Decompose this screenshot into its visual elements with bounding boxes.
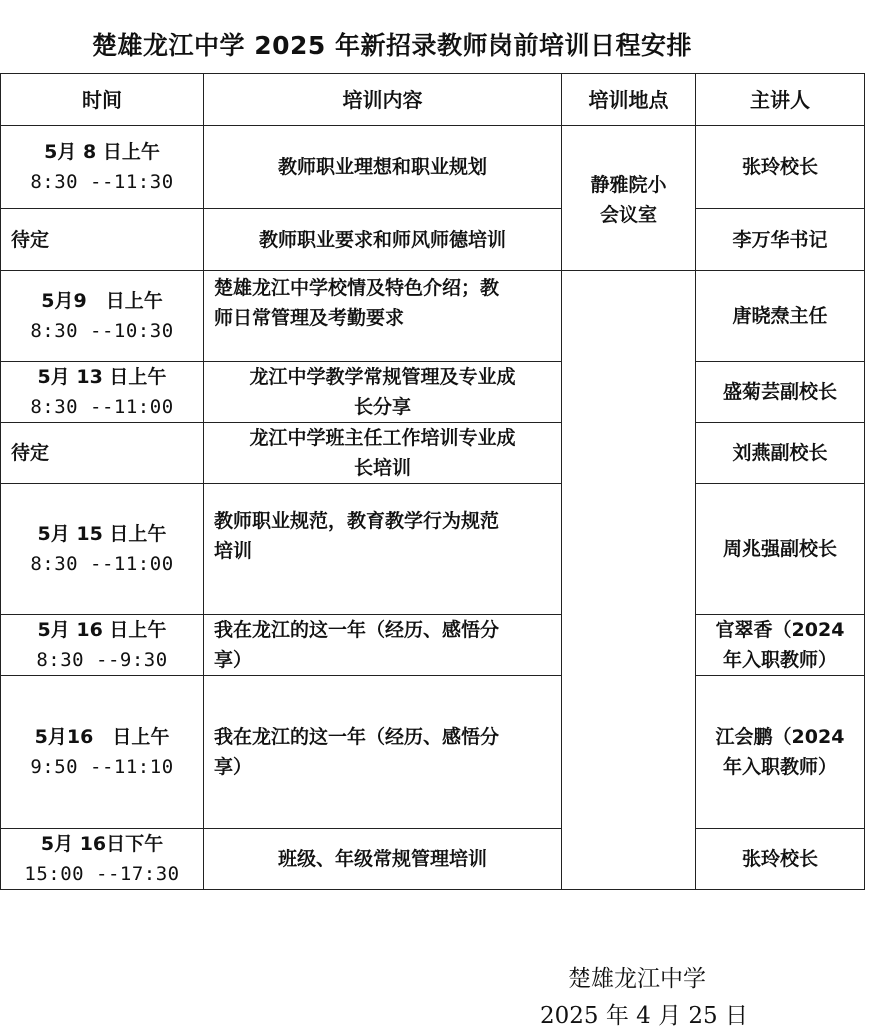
table-row	[1, 423, 865, 484]
table-row	[1, 126, 865, 209]
location-cell-empty	[562, 271, 696, 890]
speaker-cell	[696, 362, 865, 423]
header-time: 时间	[1, 74, 204, 126]
speaker-cell	[696, 209, 865, 271]
time-cell	[1, 423, 204, 484]
speaker-name: 李万华书记	[732, 228, 828, 251]
speaker-cell	[696, 829, 865, 890]
time-range: 8:30 --11:00	[30, 396, 174, 418]
content-text: 龙江中学班主任工作培训专业成	[249, 427, 516, 449]
time-range: 8:30 --11:00	[30, 553, 174, 575]
speaker-cell	[696, 126, 865, 209]
time-date: 待定	[11, 228, 50, 251]
content-cell	[204, 126, 562, 209]
time-cell	[1, 362, 204, 423]
content-cell	[204, 362, 562, 423]
speaker-cell	[696, 615, 865, 676]
content-cell	[204, 615, 562, 676]
table-row	[1, 615, 865, 676]
table-row	[1, 484, 865, 615]
document-title: 楚雄龙江中学 2025 年新招录教师岗前培训日程安排	[92, 31, 692, 60]
speaker-name: 张玲校长	[741, 848, 818, 870]
speaker-name: 盛菊芸副校长	[722, 381, 837, 403]
content-text: 楚雄龙江中学校情及特色介绍；教	[214, 277, 500, 299]
speaker-name: 刘燕副校长	[732, 442, 828, 464]
speaker-note: 年入职教师）	[722, 649, 837, 671]
header-row	[1, 74, 865, 126]
time-date: 5月 13 日上午	[37, 366, 167, 388]
content-text: 我在龙江的这一年（经历、感悟分	[214, 726, 500, 748]
header-location: 培训地点	[562, 74, 696, 126]
content-text: 龙江中学教学常规管理及专业成	[249, 366, 516, 388]
content-cell	[204, 209, 562, 271]
speaker-name: 张玲校长	[741, 156, 818, 178]
time-range: 8:30 --9:30	[36, 649, 168, 671]
content-cell	[204, 676, 562, 829]
time-date: 5月16 日上午	[34, 726, 170, 748]
content-text: 教师职业理想和职业规划	[277, 156, 487, 178]
time-cell	[1, 209, 204, 271]
content-text: 我在龙江的这一年（经历、感悟分	[214, 619, 500, 641]
content-cell	[204, 484, 562, 615]
speaker-cell	[696, 676, 865, 829]
speaker-name: 官翠香（2024	[715, 619, 845, 641]
content-text-2: 享）	[214, 756, 253, 778]
content-text-2: 长培训	[353, 457, 411, 479]
content-text-2: 师日常管理及考勤要求	[214, 307, 405, 329]
speaker-name: 周兆强副校长	[722, 538, 837, 560]
content-cell	[204, 423, 562, 484]
content-text-2: 享）	[214, 649, 253, 671]
speaker-name: 江会鹏（2024	[715, 726, 845, 748]
speaker-cell	[696, 484, 865, 615]
time-date: 待定	[11, 442, 50, 464]
schedule-table	[0, 73, 865, 890]
header-speaker: 主讲人	[696, 74, 865, 126]
footer-date: 2025 年 4 月 25 日	[540, 1003, 748, 1029]
table-row	[1, 209, 865, 271]
speaker-cell	[696, 423, 865, 484]
time-range: 9:50 --11:10	[30, 756, 174, 778]
content-text: 教师职业要求和师风师德培训	[258, 228, 506, 251]
speaker-name: 唐晓焘主任	[732, 305, 828, 327]
time-date: 5月 8 日上午	[44, 141, 160, 163]
time-cell	[1, 126, 204, 209]
time-date: 5月 16 日上午	[37, 619, 167, 641]
time-cell	[1, 676, 204, 829]
table-row	[1, 271, 865, 362]
content-text: 班级、年级常规管理培训	[277, 848, 487, 870]
time-cell	[1, 615, 204, 676]
table-row	[1, 829, 865, 890]
table-row	[1, 676, 865, 829]
location-line-2: 会议室	[599, 204, 657, 226]
time-cell	[1, 484, 204, 615]
table-row	[1, 362, 865, 423]
content-cell	[204, 829, 562, 890]
content-cell	[204, 271, 562, 362]
speaker-note: 年入职教师）	[722, 756, 837, 778]
location-line-1: 静雅院小	[590, 174, 667, 196]
footer-organization: 楚雄龙江中学	[568, 966, 706, 992]
time-date: 5月 16日下午	[40, 833, 164, 855]
time-range: 8:30 --10:30	[30, 320, 174, 342]
time-date: 5月 15 日上午	[37, 523, 167, 545]
time-cell	[1, 271, 204, 362]
content-text-2: 培训	[214, 540, 253, 562]
speaker-cell	[696, 271, 865, 362]
time-range: 15:00 --17:30	[24, 863, 180, 885]
time-range: 8:30 --11:30	[30, 171, 174, 193]
time-cell	[1, 829, 204, 890]
header-content: 培训内容	[204, 74, 562, 126]
location-cell	[562, 126, 696, 271]
content-text: 教师职业规范，教育教学行为规范	[214, 510, 500, 532]
time-date: 5月9 日上午	[41, 290, 163, 312]
content-text-2: 长分享	[353, 396, 411, 418]
